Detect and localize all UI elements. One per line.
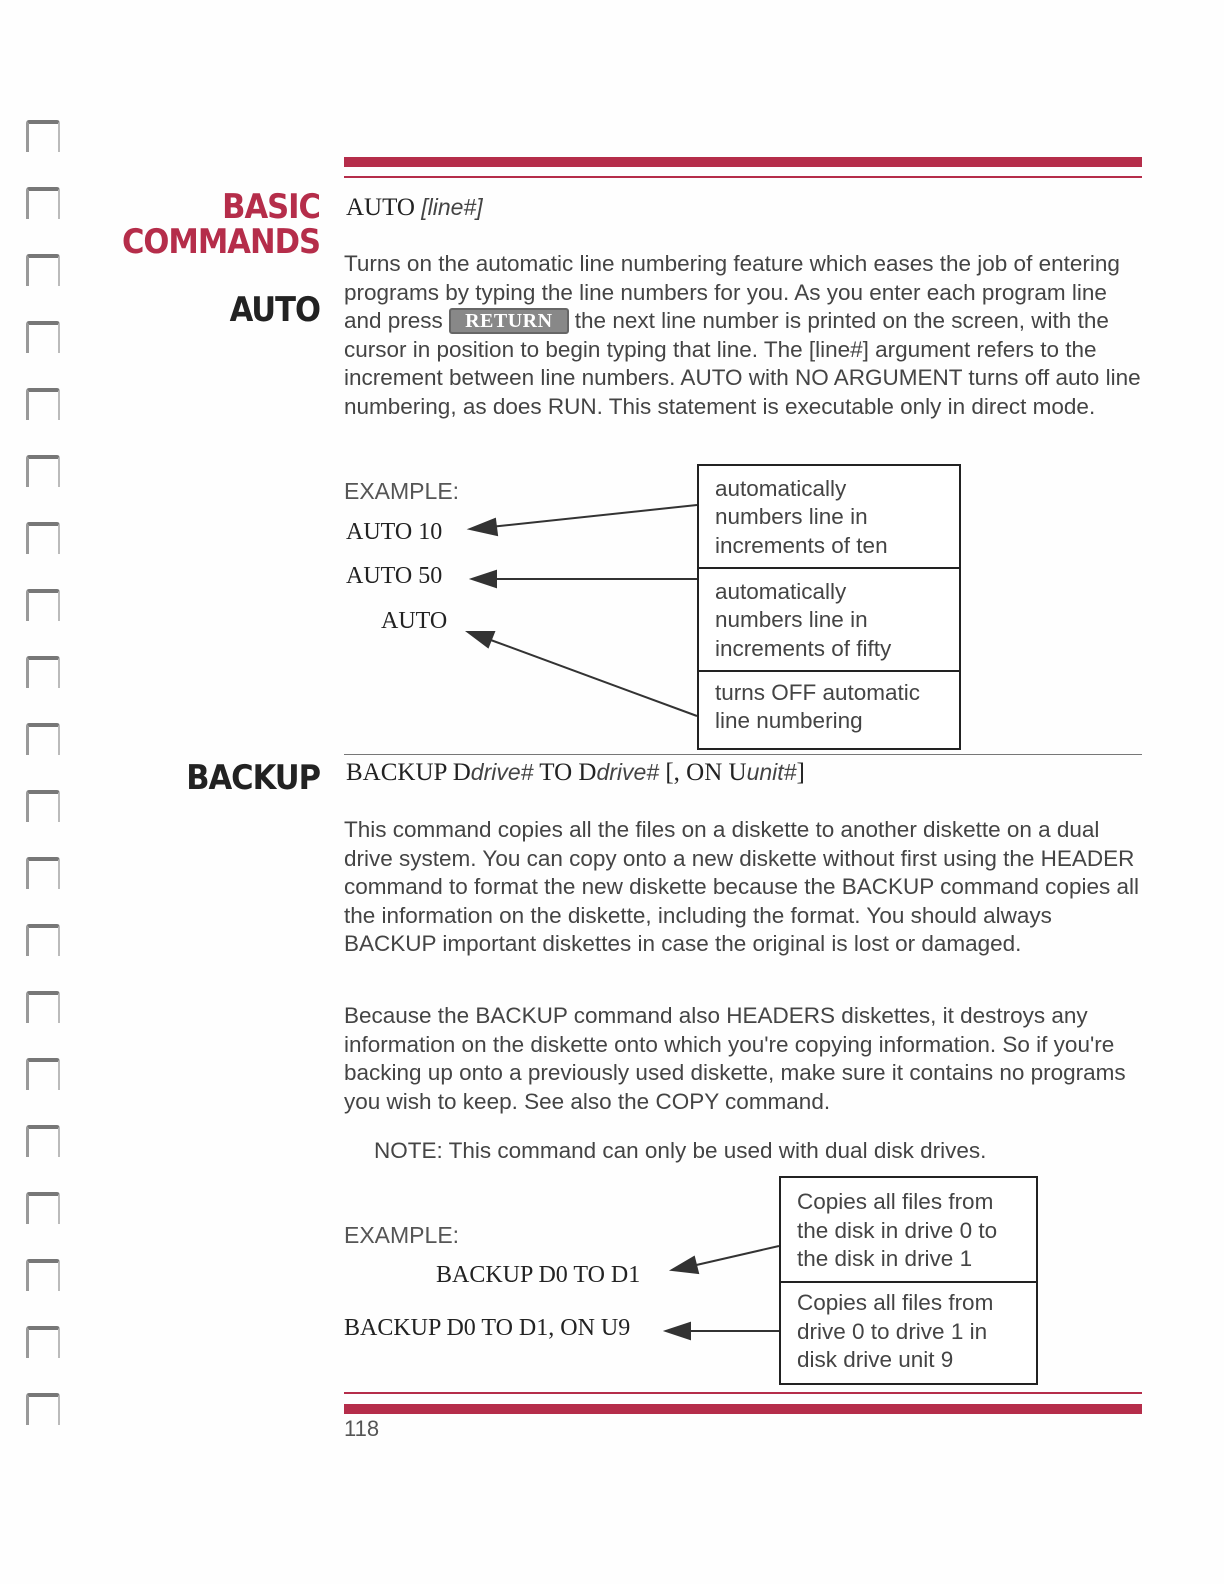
auto-note-box-1: automatically numbers line in increments of ten — [697, 464, 961, 571]
backup-note: NOTE: This command can only be used with dual disk drives. — [374, 1138, 987, 1163]
backup-note-box-1: Copies all files from the disk in drive 0 to the disk in drive 1 — [779, 1176, 1038, 1285]
backup-example-line-2: BACKUP D0 TO D1, ON U9 — [344, 1315, 631, 1341]
auto-example-label: EXAMPLE: — [344, 478, 460, 504]
backup-example-label: EXAMPLE: — [344, 1222, 460, 1248]
page-number: 118 — [344, 1416, 380, 1441]
arrowhead-backup-1 — [672, 1257, 698, 1273]
arrowhead-auto — [468, 632, 494, 647]
backup-example-line-1: BACKUP D0 TO D1 — [436, 1262, 641, 1288]
backup-syntax: BACKUP Ddrive# TO Ddrive# [, ON Uunit#] — [346, 759, 805, 786]
auto-example-line-3: AUTO — [381, 608, 448, 634]
return-key: RETURN — [449, 308, 568, 334]
arrow-auto — [488, 639, 697, 716]
arrowhead-auto-50 — [472, 571, 496, 587]
auto-syntax-command: AUTO — [346, 194, 415, 221]
auto-description: Turns on the automatic line numbering feature which eases the job of entering programs by typing the line numbers for you. As you enter each program line and press RETURN the next line number is printed on the screen, with the cursor in position to begin typing that line. The [line#] argument refers to the increment between line numbers. AUTO with NO ARGUMENT turns off auto line numbering, as does RUN. This statement is executable only in direct mode. — [344, 251, 1141, 419]
backup-paragraph-2: Because the BACKUP command also HEADERS diskettes, it destroys any information on the diskette onto which you're copying information. So if you're backing up onto a previously used diskette, make sure it contains no programs you wish to keep. See also the COPY command. — [344, 1003, 1126, 1114]
backup-note-box-2: Copies all files from drive 0 to drive 1 in disk drive unit 9 — [779, 1281, 1038, 1385]
auto-example-line-2: AUTO 50 — [346, 563, 443, 589]
auto-note-box-3: turns OFF automatic line numbering — [697, 670, 961, 750]
backup-paragraph-1: This command copies all the files on a diskette to another diskette on a dual drive system. You can copy onto a new diskette without first using the HEADER command to format the new diskette because the BACKUP command copies all the information on the diskette, including the format. You should always BACKUP important diskettes in case the original is lost or damaged. — [344, 817, 1139, 956]
arrowhead-backup-2 — [666, 1323, 690, 1339]
bottom-accent-rule — [344, 1392, 1142, 1394]
bottom-accent-bar — [344, 1404, 1142, 1414]
auto-example-line-1: AUTO 10 — [346, 519, 443, 545]
arrow-backup-1 — [692, 1246, 779, 1266]
arrow-auto-10 — [490, 505, 697, 527]
backup-heading: BACKUP — [186, 758, 320, 798]
arrowhead-auto-10 — [470, 519, 497, 535]
section-title-line2: COMMANDS — [121, 222, 320, 262]
auto-heading: AUTO — [229, 290, 320, 330]
section-title-line1: BASIC — [222, 187, 320, 227]
auto-note-box-2: automatically numbers line in increments of fifty — [697, 567, 961, 674]
auto-syntax-argument: [line#] — [421, 194, 483, 220]
